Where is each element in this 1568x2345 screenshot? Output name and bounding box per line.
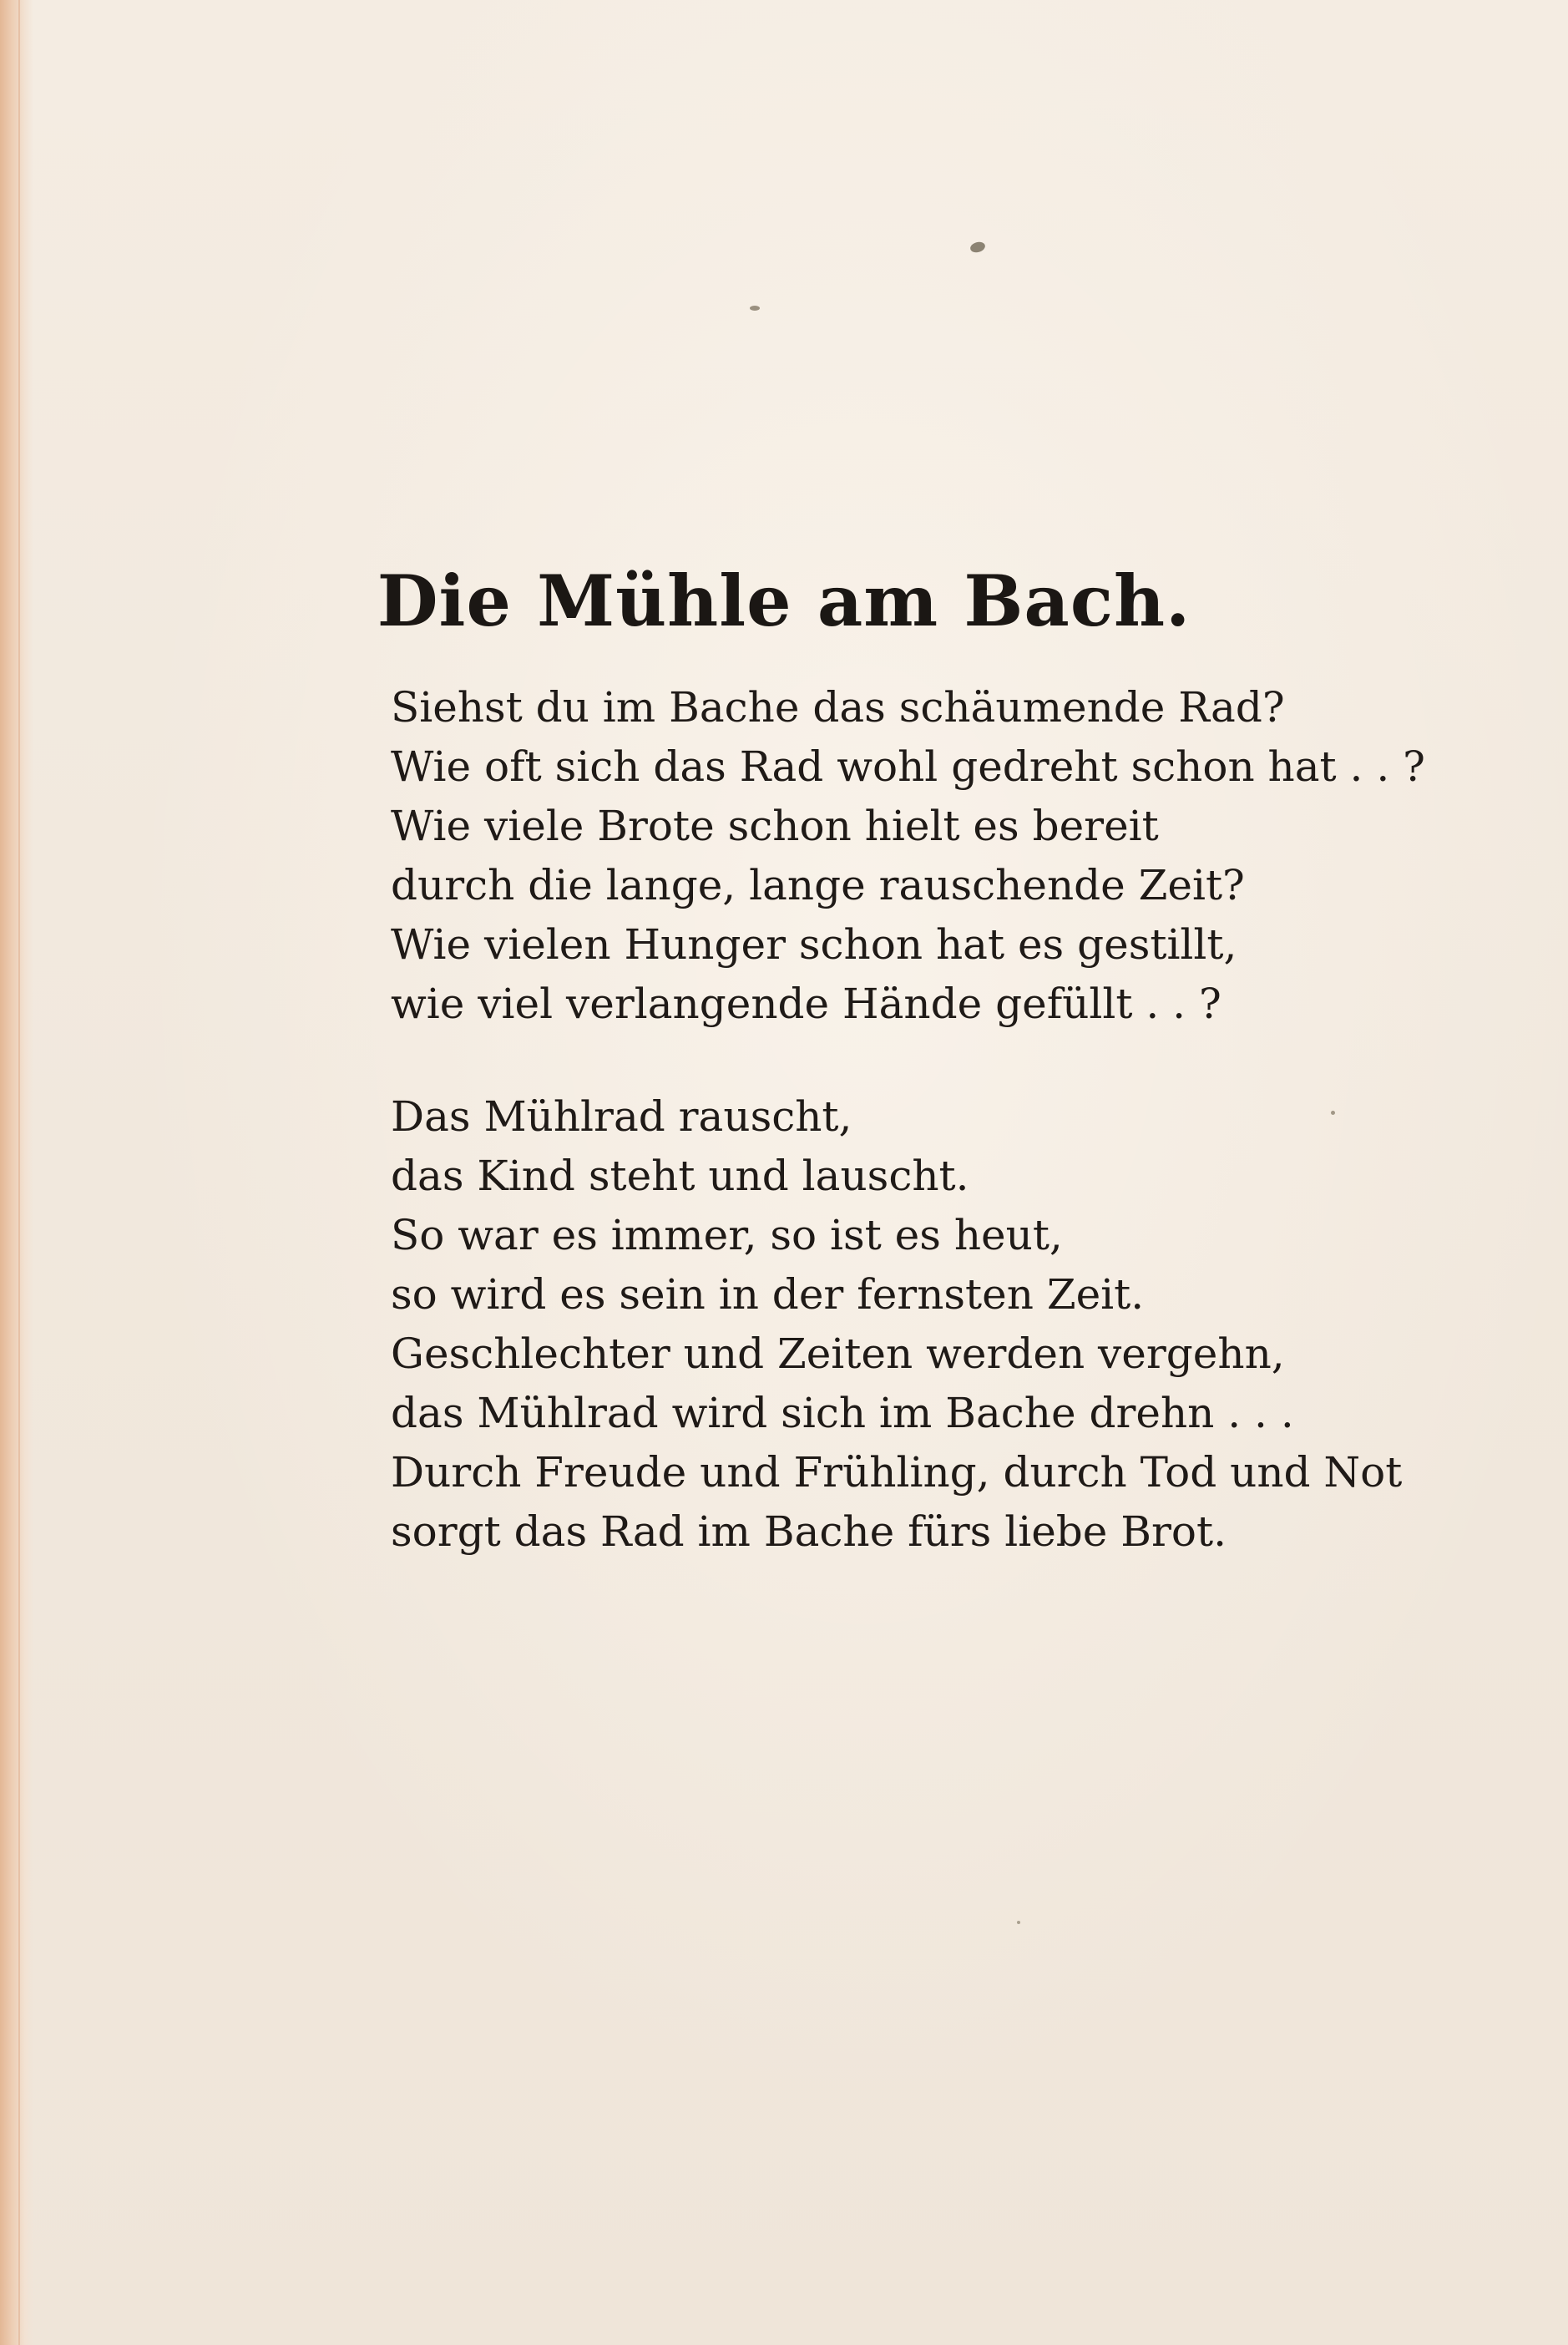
stanza-1 xyxy=(391,678,1560,1034)
page-edge-line xyxy=(18,0,20,2345)
paper-speck xyxy=(1017,1921,1020,1924)
poem-line: wie viel verlangende Hände gefüllt . . ? xyxy=(391,980,1222,1028)
page-edge xyxy=(0,0,33,2345)
paper-speck xyxy=(750,306,760,311)
poem-line: durch die lange, lange rauschende Zeit? xyxy=(391,861,1245,909)
paper-speck xyxy=(969,241,986,254)
poem-line: Geschlechter und Zeiten werden vergehn, xyxy=(391,1330,1285,1378)
poem-line: das Kind steht und lauscht. xyxy=(391,1152,969,1200)
poem-line: Durch Freude und Frühling, durch Tod und Not xyxy=(391,1448,1403,1497)
poem-line: Wie oft sich das Rad wohl gedreht schon hat . . ? xyxy=(391,742,1425,791)
poem-title: Die Mühle am Bach. xyxy=(377,560,1191,642)
poem-line: Wie vielen Hunger schon hat es gestillt, xyxy=(391,920,1237,969)
poem-line: Wie viele Brote schon hielt es bereit xyxy=(391,802,1159,850)
poem-line: Siehst du im Bache das schäumende Rad? xyxy=(391,683,1285,732)
stanza-2 xyxy=(391,1087,1560,1562)
poem-line: Das Mühlrad rauscht, xyxy=(391,1092,852,1141)
poem-line: das Mühlrad wird sich im Bache drehn . . . xyxy=(391,1389,1294,1437)
poem-line: So war es immer, so ist es heut, xyxy=(391,1211,1063,1259)
poem-line: sorgt das Rad im Bache fürs liebe Brot. xyxy=(391,1507,1227,1556)
poem-line: so wird es sein in der fernsten Zeit. xyxy=(391,1270,1145,1319)
